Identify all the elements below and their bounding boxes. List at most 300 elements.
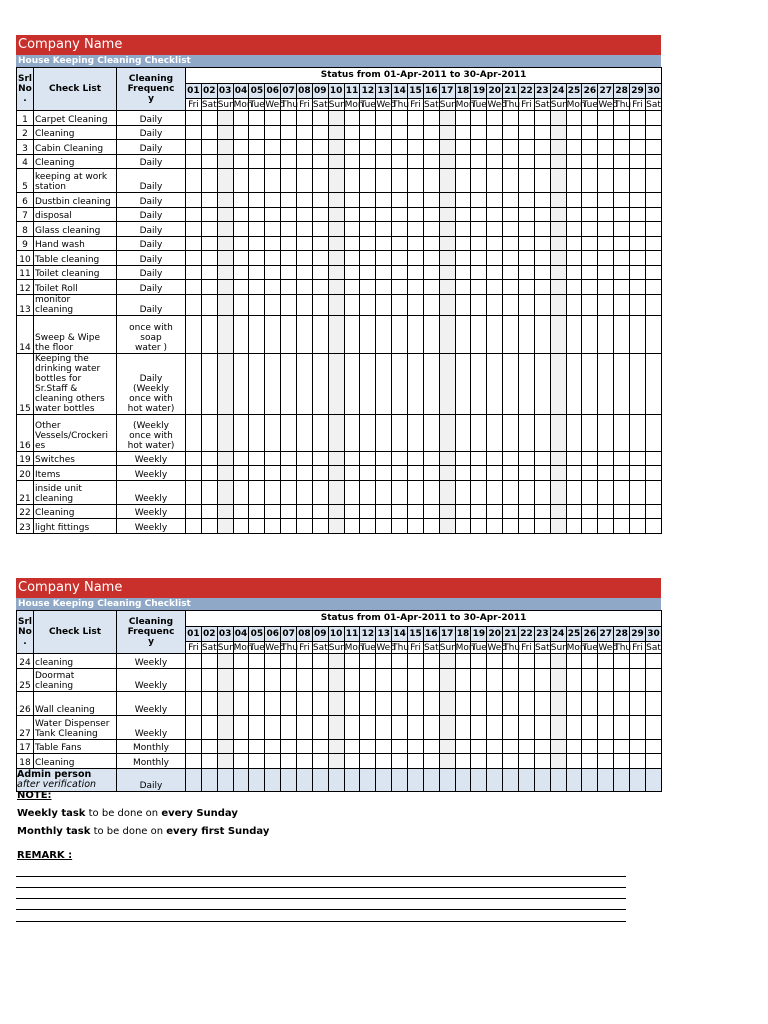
status-cell[interactable] [360,280,376,295]
status-cell[interactable] [297,480,313,504]
status-cell[interactable] [630,654,646,669]
status-cell[interactable] [487,654,503,669]
status-cell[interactable] [550,414,566,451]
status-cell[interactable] [376,154,392,169]
status-cell[interactable] [265,654,281,669]
status-cell[interactable] [217,504,233,519]
status-cell[interactable] [471,236,487,251]
status-cell[interactable] [265,414,281,451]
status-cell[interactable] [455,519,471,534]
status-cell[interactable] [297,519,313,534]
status-cell[interactable] [249,480,265,504]
status-cell[interactable] [503,414,519,451]
status-cell[interactable] [582,480,598,504]
status-cell[interactable] [630,140,646,155]
status-cell[interactable] [423,451,439,466]
status-cell[interactable] [550,715,566,739]
status-cell[interactable] [233,414,249,451]
status-cell[interactable] [281,414,297,451]
status-cell[interactable] [265,222,281,237]
status-cell[interactable] [550,111,566,126]
status-cell[interactable] [360,315,376,353]
status-cell[interactable] [392,294,408,315]
status-cell[interactable] [249,265,265,280]
status-cell[interactable] [598,236,614,251]
status-cell[interactable] [249,466,265,481]
status-cell[interactable] [519,315,535,353]
status-cell[interactable] [614,154,630,169]
status-cell[interactable] [519,504,535,519]
status-cell[interactable] [455,768,471,791]
status-cell[interactable] [186,504,202,519]
status-cell[interactable] [519,414,535,451]
status-cell[interactable] [344,504,360,519]
status-cell[interactable] [614,125,630,140]
status-cell[interactable] [534,236,550,251]
status-cell[interactable] [471,140,487,155]
status-cell[interactable] [233,739,249,754]
status-cell[interactable] [455,154,471,169]
status-cell[interactable] [217,111,233,126]
status-cell[interactable] [519,480,535,504]
status-cell[interactable] [233,691,249,715]
status-cell[interactable] [439,125,455,140]
status-cell[interactable] [439,236,455,251]
status-cell[interactable] [344,715,360,739]
status-cell[interactable] [328,207,344,222]
status-cell[interactable] [297,111,313,126]
status-cell[interactable] [376,207,392,222]
status-cell[interactable] [534,768,550,791]
status-cell[interactable] [376,111,392,126]
status-cell[interactable] [566,294,582,315]
status-cell[interactable] [265,140,281,155]
status-cell[interactable] [281,668,297,691]
status-cell[interactable] [233,353,249,414]
status-cell[interactable] [534,169,550,193]
status-cell[interactable] [645,768,661,791]
status-cell[interactable] [297,691,313,715]
status-cell[interactable] [471,294,487,315]
status-cell[interactable] [614,222,630,237]
status-cell[interactable] [598,739,614,754]
status-cell[interactable] [487,265,503,280]
status-cell[interactable] [376,691,392,715]
status-cell[interactable] [439,480,455,504]
status-cell[interactable] [233,111,249,126]
status-cell[interactable] [487,315,503,353]
status-cell[interactable] [534,504,550,519]
status-cell[interactable] [408,154,424,169]
status-cell[interactable] [598,125,614,140]
status-cell[interactable] [598,140,614,155]
status-cell[interactable] [344,294,360,315]
status-cell[interactable] [281,193,297,208]
status-cell[interactable] [392,207,408,222]
status-cell[interactable] [534,754,550,769]
status-cell[interactable] [439,140,455,155]
status-cell[interactable] [598,451,614,466]
status-cell[interactable] [471,111,487,126]
status-cell[interactable] [439,668,455,691]
status-cell[interactable] [614,251,630,266]
status-cell[interactable] [201,654,217,669]
status-cell[interactable] [344,315,360,353]
status-cell[interactable] [455,294,471,315]
status-cell[interactable] [534,353,550,414]
status-cell[interactable] [439,251,455,266]
status-cell[interactable] [281,691,297,715]
status-cell[interactable] [503,111,519,126]
status-cell[interactable] [186,111,202,126]
status-cell[interactable] [455,207,471,222]
status-cell[interactable] [471,353,487,414]
status-cell[interactable] [630,222,646,237]
status-cell[interactable] [423,280,439,295]
status-cell[interactable] [439,691,455,715]
status-cell[interactable] [376,315,392,353]
status-cell[interactable] [598,207,614,222]
status-cell[interactable] [281,739,297,754]
status-cell[interactable] [265,236,281,251]
status-cell[interactable] [344,739,360,754]
status-cell[interactable] [217,154,233,169]
status-cell[interactable] [519,451,535,466]
status-cell[interactable] [645,207,661,222]
status-cell[interactable] [598,466,614,481]
status-cell[interactable] [249,222,265,237]
status-cell[interactable] [614,315,630,353]
status-cell[interactable] [423,654,439,669]
status-cell[interactable] [201,754,217,769]
status-cell[interactable] [503,280,519,295]
status-cell[interactable] [376,504,392,519]
status-cell[interactable] [328,451,344,466]
status-cell[interactable] [312,504,328,519]
status-cell[interactable] [566,715,582,739]
status-cell[interactable] [186,280,202,295]
status-cell[interactable] [471,315,487,353]
status-cell[interactable] [344,414,360,451]
status-cell[interactable] [487,414,503,451]
status-cell[interactable] [376,169,392,193]
status-cell[interactable] [249,654,265,669]
status-cell[interactable] [392,715,408,739]
status-cell[interactable] [614,480,630,504]
status-cell[interactable] [281,222,297,237]
status-cell[interactable] [328,519,344,534]
status-cell[interactable] [566,140,582,155]
status-cell[interactable] [630,668,646,691]
status-cell[interactable] [423,353,439,414]
status-cell[interactable] [344,768,360,791]
status-cell[interactable] [312,691,328,715]
status-cell[interactable] [217,222,233,237]
status-cell[interactable] [455,222,471,237]
status-cell[interactable] [503,715,519,739]
status-cell[interactable] [249,236,265,251]
status-cell[interactable] [645,265,661,280]
status-cell[interactable] [201,315,217,353]
status-cell[interactable] [265,294,281,315]
status-cell[interactable] [233,768,249,791]
status-cell[interactable] [423,715,439,739]
status-cell[interactable] [455,169,471,193]
status-cell[interactable] [392,519,408,534]
status-cell[interactable] [408,353,424,414]
status-cell[interactable] [566,466,582,481]
status-cell[interactable] [598,504,614,519]
status-cell[interactable] [328,414,344,451]
status-cell[interactable] [503,451,519,466]
status-cell[interactable] [471,207,487,222]
status-cell[interactable] [201,691,217,715]
status-cell[interactable] [344,519,360,534]
status-cell[interactable] [265,353,281,414]
status-cell[interactable] [423,691,439,715]
status-cell[interactable] [645,739,661,754]
status-cell[interactable] [186,768,202,791]
status-cell[interactable] [598,193,614,208]
status-cell[interactable] [392,504,408,519]
status-cell[interactable] [550,193,566,208]
status-cell[interactable] [550,154,566,169]
status-cell[interactable] [217,236,233,251]
status-cell[interactable] [566,739,582,754]
status-cell[interactable] [645,236,661,251]
status-cell[interactable] [408,140,424,155]
status-cell[interactable] [423,140,439,155]
status-cell[interactable] [471,519,487,534]
status-cell[interactable] [217,315,233,353]
status-cell[interactable] [503,154,519,169]
status-cell[interactable] [297,654,313,669]
status-cell[interactable] [233,715,249,739]
status-cell[interactable] [265,451,281,466]
status-cell[interactable] [598,691,614,715]
status-cell[interactable] [217,294,233,315]
status-cell[interactable] [408,169,424,193]
status-cell[interactable] [376,414,392,451]
status-cell[interactable] [614,715,630,739]
status-cell[interactable] [645,222,661,237]
status-cell[interactable] [645,414,661,451]
status-cell[interactable] [281,315,297,353]
status-cell[interactable] [344,236,360,251]
status-cell[interactable] [519,668,535,691]
status-cell[interactable] [487,251,503,266]
status-cell[interactable] [519,265,535,280]
status-cell[interactable] [439,414,455,451]
status-cell[interactable] [455,111,471,126]
status-cell[interactable] [566,222,582,237]
status-cell[interactable] [534,251,550,266]
status-cell[interactable] [360,504,376,519]
status-cell[interactable] [265,480,281,504]
status-cell[interactable] [408,193,424,208]
status-cell[interactable] [550,519,566,534]
status-cell[interactable] [344,251,360,266]
status-cell[interactable] [360,193,376,208]
status-cell[interactable] [249,715,265,739]
status-cell[interactable] [503,193,519,208]
status-cell[interactable] [186,236,202,251]
status-cell[interactable] [423,504,439,519]
status-cell[interactable] [598,315,614,353]
status-cell[interactable] [614,140,630,155]
status-cell[interactable] [297,451,313,466]
status-cell[interactable] [503,754,519,769]
status-cell[interactable] [582,519,598,534]
status-cell[interactable] [392,668,408,691]
status-cell[interactable] [344,280,360,295]
status-cell[interactable] [217,519,233,534]
status-cell[interactable] [281,519,297,534]
status-cell[interactable] [487,715,503,739]
status-cell[interactable] [376,193,392,208]
status-cell[interactable] [439,353,455,414]
status-cell[interactable] [423,154,439,169]
status-cell[interactable] [534,739,550,754]
status-cell[interactable] [360,140,376,155]
status-cell[interactable] [312,480,328,504]
status-cell[interactable] [201,236,217,251]
status-cell[interactable] [201,519,217,534]
status-cell[interactable] [582,668,598,691]
status-cell[interactable] [328,715,344,739]
status-cell[interactable] [360,236,376,251]
status-cell[interactable] [503,169,519,193]
status-cell[interactable] [566,768,582,791]
status-cell[interactable] [582,111,598,126]
status-cell[interactable] [566,193,582,208]
status-cell[interactable] [582,691,598,715]
status-cell[interactable] [233,280,249,295]
status-cell[interactable] [534,654,550,669]
status-cell[interactable] [297,668,313,691]
status-cell[interactable] [471,480,487,504]
status-cell[interactable] [630,294,646,315]
status-cell[interactable] [376,519,392,534]
status-cell[interactable] [392,654,408,669]
status-cell[interactable] [312,154,328,169]
status-cell[interactable] [455,414,471,451]
status-cell[interactable] [534,466,550,481]
status-cell[interactable] [281,754,297,769]
status-cell[interactable] [312,668,328,691]
status-cell[interactable] [201,111,217,126]
status-cell[interactable] [645,125,661,140]
status-cell[interactable] [312,265,328,280]
remark-line[interactable] [16,909,626,910]
status-cell[interactable] [455,715,471,739]
status-cell[interactable] [408,754,424,769]
status-cell[interactable] [217,739,233,754]
status-cell[interactable] [471,715,487,739]
status-cell[interactable] [423,768,439,791]
status-cell[interactable] [408,222,424,237]
status-cell[interactable] [186,315,202,353]
status-cell[interactable] [423,294,439,315]
status-cell[interactable] [249,125,265,140]
status-cell[interactable] [582,236,598,251]
status-cell[interactable] [423,739,439,754]
status-cell[interactable] [186,691,202,715]
status-cell[interactable] [249,169,265,193]
status-cell[interactable] [439,466,455,481]
status-cell[interactable] [360,294,376,315]
status-cell[interactable] [487,140,503,155]
status-cell[interactable] [328,236,344,251]
status-cell[interactable] [201,353,217,414]
status-cell[interactable] [455,236,471,251]
status-cell[interactable] [328,353,344,414]
status-cell[interactable] [550,207,566,222]
status-cell[interactable] [312,754,328,769]
status-cell[interactable] [550,294,566,315]
status-cell[interactable] [534,414,550,451]
status-cell[interactable] [598,414,614,451]
status-cell[interactable] [408,280,424,295]
status-cell[interactable] [455,691,471,715]
status-cell[interactable] [439,504,455,519]
status-cell[interactable] [376,236,392,251]
status-cell[interactable] [566,519,582,534]
status-cell[interactable] [645,169,661,193]
status-cell[interactable] [471,754,487,769]
status-cell[interactable] [423,251,439,266]
status-cell[interactable] [392,691,408,715]
status-cell[interactable] [297,251,313,266]
status-cell[interactable] [312,222,328,237]
status-cell[interactable] [566,111,582,126]
status-cell[interactable] [233,251,249,266]
status-cell[interactable] [201,768,217,791]
status-cell[interactable] [519,169,535,193]
status-cell[interactable] [408,668,424,691]
status-cell[interactable] [455,668,471,691]
status-cell[interactable] [344,125,360,140]
status-cell[interactable] [217,451,233,466]
status-cell[interactable] [439,265,455,280]
status-cell[interactable] [645,754,661,769]
status-cell[interactable] [503,265,519,280]
status-cell[interactable] [344,691,360,715]
status-cell[interactable] [550,754,566,769]
status-cell[interactable] [392,280,408,295]
status-cell[interactable] [503,504,519,519]
status-cell[interactable] [534,193,550,208]
status-cell[interactable] [550,768,566,791]
status-cell[interactable] [645,315,661,353]
status-cell[interactable] [297,154,313,169]
status-cell[interactable] [439,280,455,295]
status-cell[interactable] [360,265,376,280]
status-cell[interactable] [598,154,614,169]
status-cell[interactable] [503,207,519,222]
status-cell[interactable] [312,451,328,466]
status-cell[interactable] [630,251,646,266]
status-cell[interactable] [487,754,503,769]
status-cell[interactable] [519,207,535,222]
status-cell[interactable] [582,222,598,237]
status-cell[interactable] [534,294,550,315]
status-cell[interactable] [186,140,202,155]
status-cell[interactable] [598,768,614,791]
status-cell[interactable] [249,739,265,754]
status-cell[interactable] [297,739,313,754]
status-cell[interactable] [408,715,424,739]
